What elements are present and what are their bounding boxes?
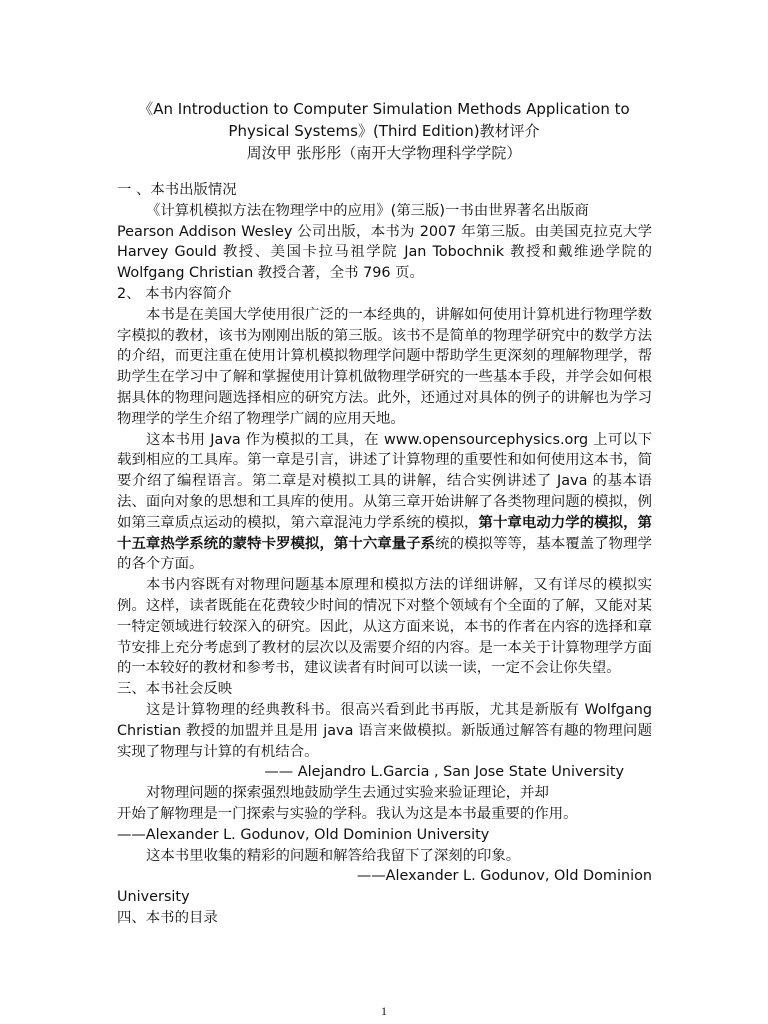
page-number: 1 — [381, 1004, 387, 1018]
section-2-heading: 2、 本书内容简介 — [117, 285, 232, 302]
title-line-1: 《An Introduction to Computer Simulation Methods Application to — [138, 100, 630, 118]
section-1-para-b: Pearson Addison Wesley 公司出版，本书为 2007 年第三版。由美国克拉克大学 Harvey Gould 教授、美国卡拉马祖学院 Jan Tobochnik 教授和戴维逊学院的 Wolfgang Christian 教授合著，全书 796 页。 — [117, 223, 652, 282]
section-2-para-3 — [117, 575, 652, 679]
document-title — [117, 98, 651, 164]
section-2-para-2-bold: 第十章电动力学的模拟，第十五章热学系统的蒙特卡罗模拟，第十六章量子系 — [117, 514, 652, 552]
review-quote-3-attribution-a: ——Alexander L. Godunov, Old Dominion — [356, 868, 652, 885]
document-body — [117, 180, 652, 929]
section-2-para-3-text-b: 以读一读，一定不会让你失望。 — [419, 660, 621, 677]
section-2-para-3-text-a: 本书内容既有对物理问题基本原理和模拟方法的详细讲解，又有详尽的模拟实例。这样，读者既能在花费较少时间的情况下对整个领域有个全面的了解，又能对某一特定领域进行较深入的研究。因此，从这方面来说，本书的作者在内容的选择和章节安排上充分考虑到了教材的层次以及需要介绍的内容。是一本关于计算物理学方面的一本较好的教材和参考书，建议读者有时间可 — [117, 577, 652, 677]
section-3-heading: 三、本书社会反映 — [117, 681, 233, 698]
section-2-para-2-text-b: 统的模拟等等，基本覆盖了物理学的各个方面。 — [117, 535, 652, 573]
review-quote-2-attribution: ——Alexander L. Godunov, Old Dominion University — [117, 826, 490, 843]
review-quote-2-line-a: 对物理问题的探索强烈地鼓励学生去通过实验来验证理论，并却 — [146, 785, 549, 802]
section-4-heading: 四、本书的目录 — [117, 909, 218, 926]
review-quote-2-line-b: 开始了解物理是一门探索与实验的学科。我认为这是本书最重要的作用。 — [117, 805, 578, 822]
review-quote-3-attribution-b: University — [117, 889, 190, 906]
title-authors: 周汝甲 张彤彤（南开大学物理科学学院） — [246, 144, 522, 162]
section-2-para-2-text-a: 这本书用 Java 作为模拟的工具，在 www.opensourcephysics.org 上可以下载到相应的工具库。第一章是引言，讲述了计算物理的重要性和如何使用这本书，简要介绍了编程语言。第二章是对模拟工具的讲解，结合实例讲述了 Java 的基本语法、面向对象的思想和工具库的使用。从第三章开始讲解了各类物理问题的模拟，例如第三章质点运动的模拟，第六章混沌力学系统的模拟， — [117, 431, 652, 531]
section-2-para-2 — [117, 430, 652, 576]
review-quote-1: 这是计算物理的经典教科书。很高兴看到此书再版，尤其是新版有 Wolfgang Christian 教授的加盟并且是用 java 语言来做模拟。新版通过解答有趣的物理问题实现了物理与计算的有机结合。 — [117, 701, 652, 760]
section-2-para-1: 本书是在美国大学使用很广泛的一本经典的，讲解如何使用计算机进行物理学数字模拟的教材，该书为刚刚出版的第三版。该书不是简单的物理学研究中的数学方法的介绍，而更注重在使用计算机模拟物理学问题中帮助学生更深刻的理解物理学，帮助学生在学习中了解和掌握使用计算机做物理学研究的一些基本手段，并学会如何根据具体的物理问题选择相应的研究方法。此外，还通过对具体的例子的讲解也为学习物理学的学生介绍了物理学广阔的应用天地。 — [117, 306, 652, 427]
section-1-para-a: 《计算机模拟方法在物理学中的应用》(第三版)一书由世界著名出版商 — [146, 202, 589, 219]
review-quote-1-attribution: —— Alejandro L.Garcia , San Jose State University — [264, 764, 624, 781]
title-line-2: Physical Systems》(Third Edition)教材评介 — [228, 122, 540, 140]
section-1-heading: 一 、本书出版情况 — [117, 182, 237, 198]
review-quote-3: 这本书里收集的精彩的问题和解答给我留下了深刻的印象。 — [146, 847, 521, 864]
